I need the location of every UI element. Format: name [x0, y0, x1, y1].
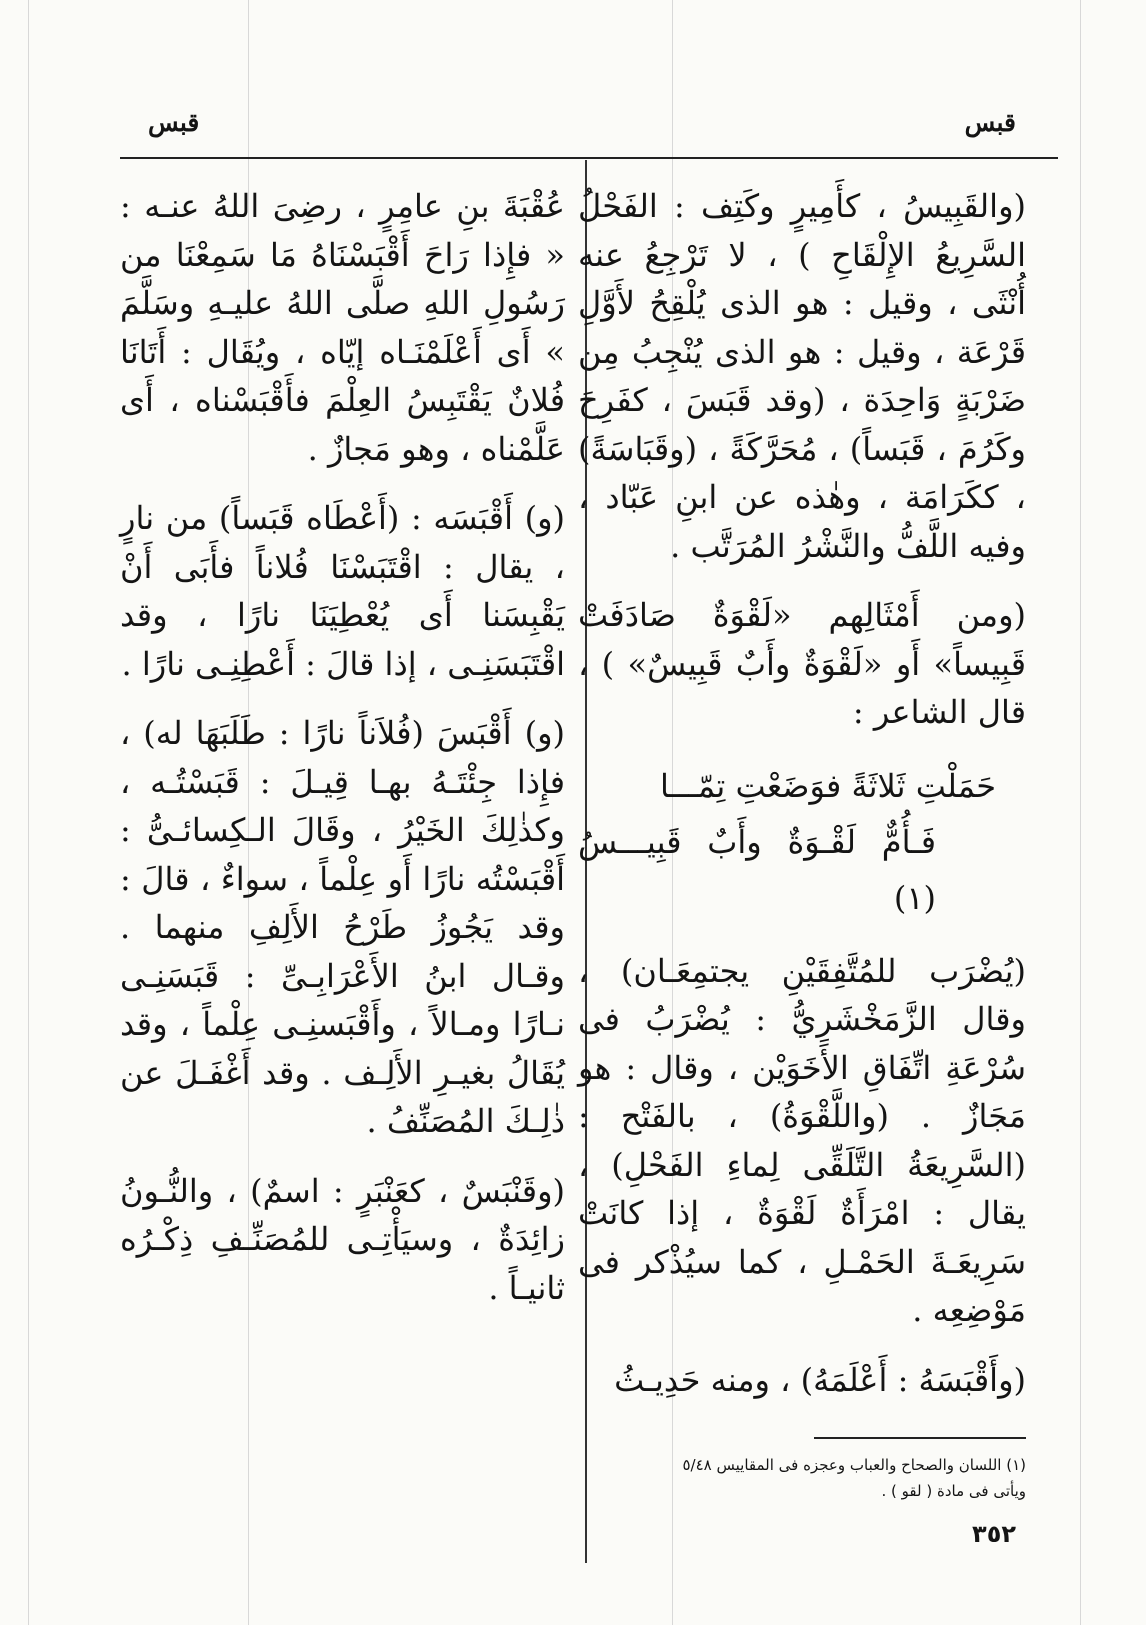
verse-line: فَـأُمٌّ لَقْـوَةٌ وأَبٌ قَبِيـــسُ (١) [578, 822, 936, 917]
header-rule [120, 157, 1058, 159]
poetry-verse [578, 758, 1026, 926]
footnote-line: ويأتى فى مادة ( لقو ) . [881, 1482, 1026, 1500]
left-column [120, 182, 565, 1333]
paragraph: (يُضْرَب للمُتَّفِقَيْنِ يجتمِعَـان) ، وقال الزَّمَخْشَرِيُّ : يُضْرَبُ فى سُرْعَةِ اتِّفَاقِ الأَخَوَيْن ، وقال : هو مَجَازٌ . (واللَّقْوَةُ) ، بالفَتْح : (السَّرِيعَةُ التَّلَقِّى لِماءِ الفَحْلِ) ، يقال : امْرَأَةٌ لَقْوَةٌ ، إذا كانَتْ سَرِيعَـةَ الحَمْـلِ ، كما سيُذْكر فى مَوْضِعِه . [578, 951, 1026, 1329]
footnote [578, 1452, 1026, 1504]
footnote-rule [814, 1437, 1026, 1439]
page-number: ٣٥٢ [972, 1520, 1016, 1548]
verse-line: حَمَلْتِ ثَلاثَةً فوَضَعْتِ تِمّـــا [659, 766, 996, 805]
scan-guide-line [28, 0, 29, 1625]
running-header-left: قبس [148, 108, 200, 137]
paragraph: عُقْبَةَ بنِ عامِرٍ ، رضِىَ اللهُ عنـه : « فإِذا رَاحَ أَقْبَسْنَاهُ مَا سَمِعْنَا من رَسُولِ اللهِ صلَّى اللهُ عليـهِ وسَلَّمَ » أَى أَعْلَمْنَـاه إيّاه ، ويُقَال : أَتَانَا فُلانٌ يَقْتَبِسُ العِلْمَ فأَقْبَسْناه ، أَى عَلَّمْناه ، وهو مَجازٌ . [120, 187, 566, 468]
paragraph: (و) أَقْبَسَ (فُلاَناً نارًا : طَلَبَهَا له) ، فإِذا جِئْتَـهُ بهـا قِيـلَ : قَبَسْتُـه ، وكذٰلِكَ الخَيْرُ ، وقَالَ الـكِسائـىُّ : أَقْبَسْتُه نارًا أَو عِلْماً ، سواءٌ ، قالَ : وقد يَجُوزُ طَرْحُ الأَلِفِ منهما . وقـال ابنُ الأَعْرَابِـىِّ : قَبَسَنِـى نـارًا ومـالاً ، وأَقْبَسنِـى عِلْماً ، وقد يُقَالُ بغيـرِ الأَلِـف . وقد أَغْفَـلَ عن ذٰلِـكَ المُصَنِّفُ . [120, 714, 565, 1140]
paragraph: (والقَبِيسُ ، كأَمِيرٍ وكَتِف : الفَحْلُ السَّرِيعُ الإِلْقَاحِ ) ، لا تَرْجِعُ عنه أُنْثَى ، وقيل : هو الذى يُلْقِحُ لأَوَّلِ قَرْعَة ، وقيل : هو الذى يُنْجِبُ مِن ضَرْبَةٍ وَاحِدَة ، (وقد قَبَسَ ، كفَرِحَ وكَرُمَ ، قَبَساً) ، مُحَرَّكَةً ، (وقَبَاسَةً) ، ككَرَامَة ، وهٰذه عن ابنِ عَبّاد ، وفيه اللَّفُّ والنَّشْرُ المُرَتَّب . [578, 187, 1026, 565]
scan-guide-line [1080, 0, 1081, 1625]
footnote-line: (١) اللسان والصحاح والعباب وعجزه فى المقاييس ٥/٤٨ [682, 1456, 1026, 1474]
running-header-right: قبس [964, 108, 1016, 137]
paragraph: (وأَقْبَسَهُ : أَعْلَمَهُ) ، ومنه حَدِيـثُ [614, 1360, 1026, 1399]
paragraph: (و) أَقْبَسَه : (أَعْطَاه قَبَساً) من نارٍ ، يقال : اقْتَبَسْنَا فُلاناً فأَبَى أَنْ يَقْبِسَنا أَى يُعْطِيَنَا نارًا ، وقد اقْتَبَسَنِـى ، إذا قالَ : أَعْطِنِـى نارًا . [120, 499, 565, 683]
paragraph: (ومن أَمْثَالِهم «لَقْوَةٌ صَادَفَتْ قَبِيساً» أَو «لَقْوَةٌ وأَبٌ قَبِيسٌ» ) ، قال الشاعر : [578, 596, 1026, 731]
paragraph: (وقَنْبَسٌ ، كعَنْبَرٍ : اسمٌ) ، والنُّـونُ زائِدَةٌ ، وسيَأْتِـى للمُصَنِّـفِ ذِكْـرُه ثانيـاً . [120, 1171, 565, 1307]
right-column [578, 182, 1026, 1425]
